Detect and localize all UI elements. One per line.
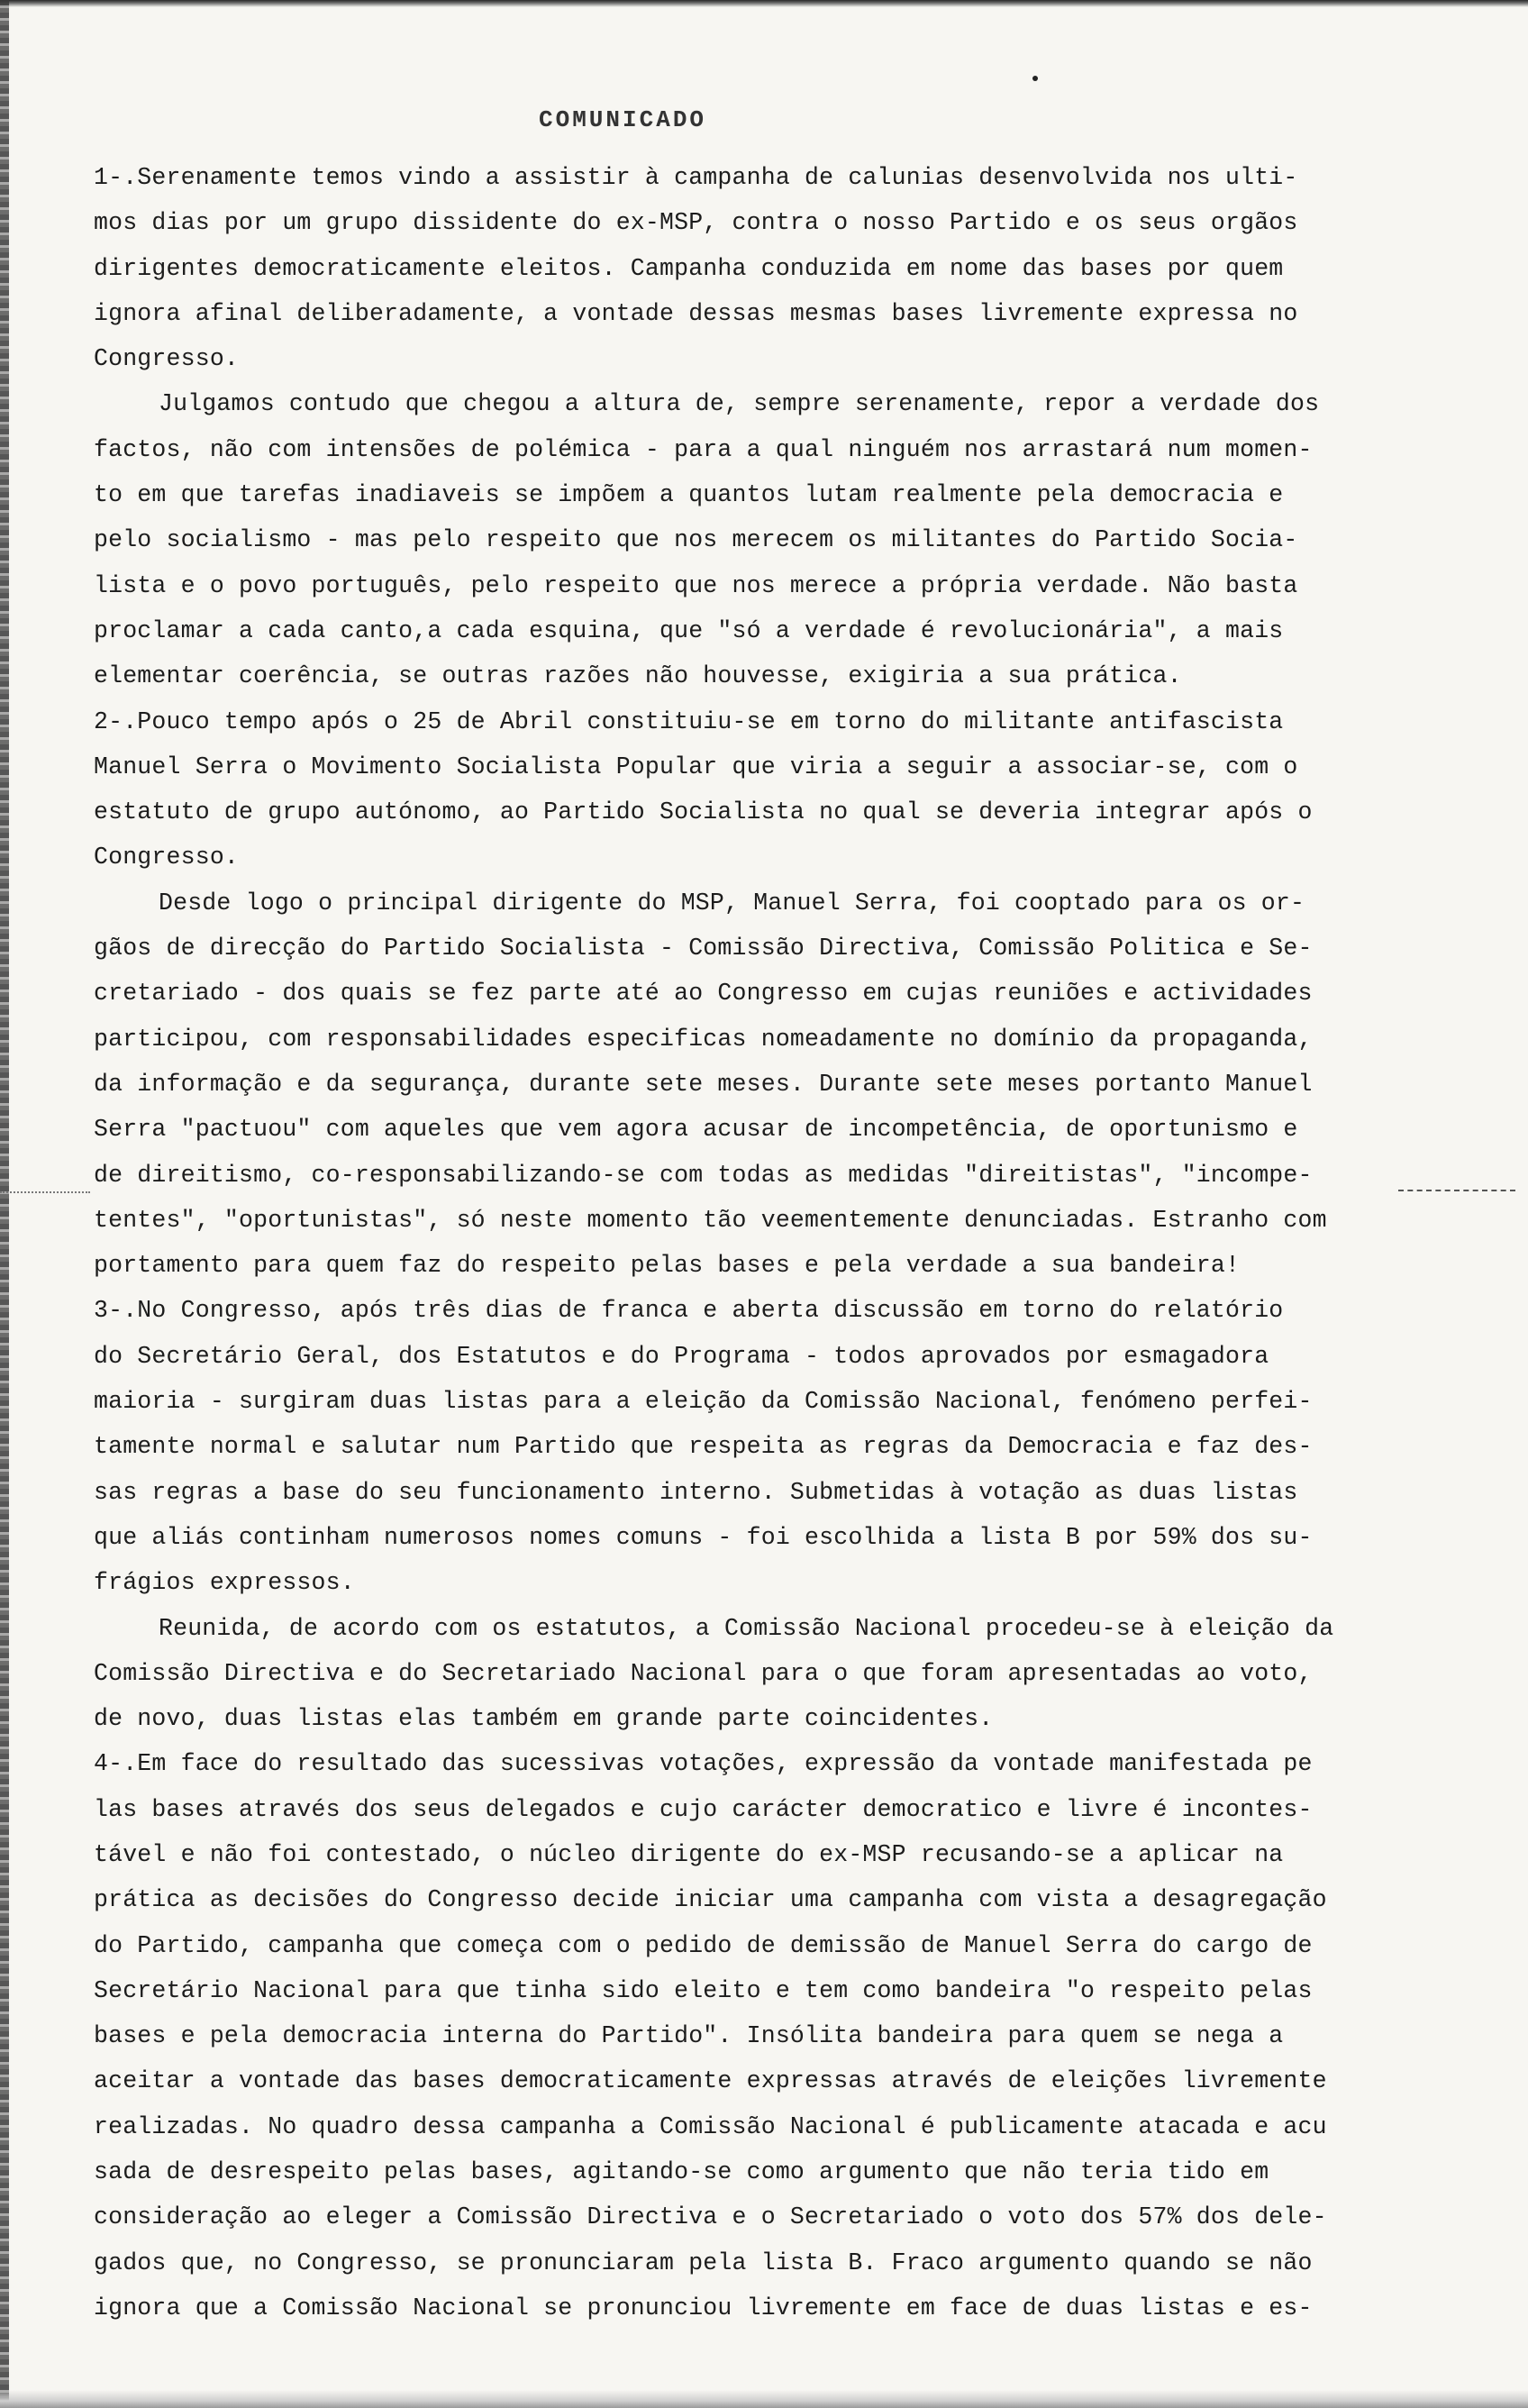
text-line: ignora que a Comissão Nacional se pronunciou livremente em face de duas listas e es- xyxy=(94,2294,1313,2321)
text-line: Congresso. xyxy=(94,345,240,373)
text-line: 1-.Serenamente temos vindo a assistir à campanha de calunias desenvolvida nos ulti- xyxy=(94,164,1298,191)
text-line: consideração ao eleger a Comissão Directiva e o Secretariado o voto dos 57% dos dele- xyxy=(94,2203,1327,2231)
text-line: participou, com responsabilidades especificas nomeadamente no domínio da propaganda, xyxy=(94,1025,1313,1053)
text-line: Comissão Directiva e do Secretariado Nacional para o que foram apresentadas ao voto, xyxy=(94,1659,1313,1687)
text-line: de novo, duas listas elas também em grande parte coincidentes. xyxy=(94,1705,994,1733)
text-line: 2-.Pouco tempo após o 25 de Abril constituiu-se em torno do militante antifascista xyxy=(94,707,1284,735)
text-line: bases e pela democracia interna do Partido". Insólita bandeira para quem se nega a xyxy=(94,2022,1284,2050)
document-title: COMUNICADO xyxy=(539,106,707,133)
text-line: Julgamos contudo que chegou a altura de, sempre serenamente, repor a verdade dos xyxy=(159,390,1320,418)
text-line: proclamar a cada canto,a cada esquina, que "só a verdade é revolucionária", a mais xyxy=(94,616,1284,644)
text-line: tamente normal e salutar num Partido que respeita as regras da Democracia e faz des- xyxy=(94,1433,1313,1461)
text-line: to em que tarefas inadiaveis se impõem a quantos lutam realmente pela democracia e xyxy=(94,481,1284,509)
text-line: ignora afinal deliberadamente, a vontade dessas mesmas bases livremente expressa no xyxy=(94,299,1298,327)
margin-mark xyxy=(0,1191,90,1193)
text-line: las bases através dos seus delegados e cujo carácter democratico e livre é incontes- xyxy=(94,1795,1313,1823)
text-line: 3-.No Congresso, após três dias de franca e aberta discussão em torno do relatório xyxy=(94,1297,1284,1325)
ink-speck xyxy=(1032,76,1038,81)
text-line: tentes", "oportunistas", só neste momento tão veementemente denunciadas. Estranho com xyxy=(94,1206,1327,1234)
text-line: gãos de direcção do Partido Socialista - Comissão Directiva, Comissão Politica e Se- xyxy=(94,935,1313,962)
text-line: tável e não foi contestado, o núcleo dirigente do ex-MSP recusando-se a aplicar na xyxy=(94,1840,1284,1868)
text-line: lista e o povo português, pelo respeito que nos merece a própria verdade. Não basta xyxy=(94,571,1298,599)
text-line: portamento para quem faz do respeito pelas bases e pela verdade a sua bandeira! xyxy=(94,1252,1241,1280)
text-line: maioria - surgiram duas listas para a eleição da Comissão Nacional, fenómeno perfei- xyxy=(94,1388,1313,1416)
text-line: elementar coerência, se outras razões não houvesse, exigiria a sua prática. xyxy=(94,662,1182,690)
text-line: Manuel Serra o Movimento Socialista Popular que viria a seguir a associar-se, com o xyxy=(94,752,1298,780)
text-line: pelo socialismo - mas pelo respeito que nos merecem os militantes do Partido Socia- xyxy=(94,526,1298,554)
text-line: do Secretário Geral, dos Estatutos e do Programa - todos aprovados por esmagadora xyxy=(94,1342,1269,1370)
text-line: que aliás continham numerosos nomes comuns - foi escolhida a lista B por 59% dos su- xyxy=(94,1523,1313,1551)
text-line: prática as decisões do Congresso decide iniciar uma campanha com vista a desagregação xyxy=(94,1886,1327,1914)
text-line: Serra "pactuou" com aqueles que vem agora acusar de incompetência, de oportunismo e xyxy=(94,1116,1298,1144)
text-line: gados que, no Congresso, se pronunciaram pela lista B. Fraco argumento quando se não xyxy=(94,2248,1313,2276)
text-line: cretariado - dos quais se fez parte até ao Congresso em cujas reuniões e actividades xyxy=(94,980,1313,1008)
text-line: sada de desrespeito pelas bases, agitando-se como argumento que não teria tido em xyxy=(94,2158,1269,2186)
scan-left-edge xyxy=(0,0,9,2408)
text-line: da informação e da segurança, durante sete meses. Durante sete meses portanto Manuel xyxy=(94,1070,1313,1098)
scan-bottom-edge xyxy=(0,2390,1528,2408)
text-line: Desde logo o principal dirigente do MSP, Manuel Serra, foi cooptado para os or- xyxy=(159,889,1305,917)
text-line: frágios expressos. xyxy=(94,1569,355,1597)
document-body xyxy=(94,155,1481,2330)
text-line: Secretário Nacional para que tinha sido eleito e tem como bandeira "o respeito pelas xyxy=(94,1976,1313,2004)
text-line: Congresso. xyxy=(94,844,240,871)
text-line: aceitar a vontade das bases democraticamente expressas através de eleições livremente xyxy=(94,2067,1327,2095)
text-line: do Partido, campanha que começa com o pedido de demissão de Manuel Serra do cargo de xyxy=(94,1931,1313,1959)
text-line: Reunida, de acordo com os estatutos, a Comissão Nacional procedeu-se à eleição da xyxy=(159,1614,1334,1642)
text-line: estatuto de grupo autónomo, ao Partido Socialista no qual se deveria integrar após o xyxy=(94,798,1313,826)
text-line: de direitismo, co-responsabilizando-se com todas as medidas "direitistas", "incompe- xyxy=(94,1161,1313,1189)
text-line: dirigentes democraticamente eleitos. Campanha conduzida em nome das bases por quem xyxy=(94,254,1284,282)
text-line: 4-.Em face do resultado das sucessivas votações, expressão da vontade manifestada pe xyxy=(94,1750,1313,1778)
text-line: mos dias por um grupo dissidente do ex-MSP, contra o nosso Partido e os seus orgãos xyxy=(94,209,1298,237)
text-line: factos, não com intensões de polémica - para a qual ninguém nos arrastará num momen- xyxy=(94,435,1313,463)
text-line: realizadas. No quadro dessa campanha a Comissão Nacional é publicamente atacada e acu xyxy=(94,2112,1327,2140)
scan-top-edge xyxy=(0,0,1528,7)
text-line: sas regras a base do seu funcionamento interno. Submetidas à votação as duas listas xyxy=(94,1478,1298,1506)
